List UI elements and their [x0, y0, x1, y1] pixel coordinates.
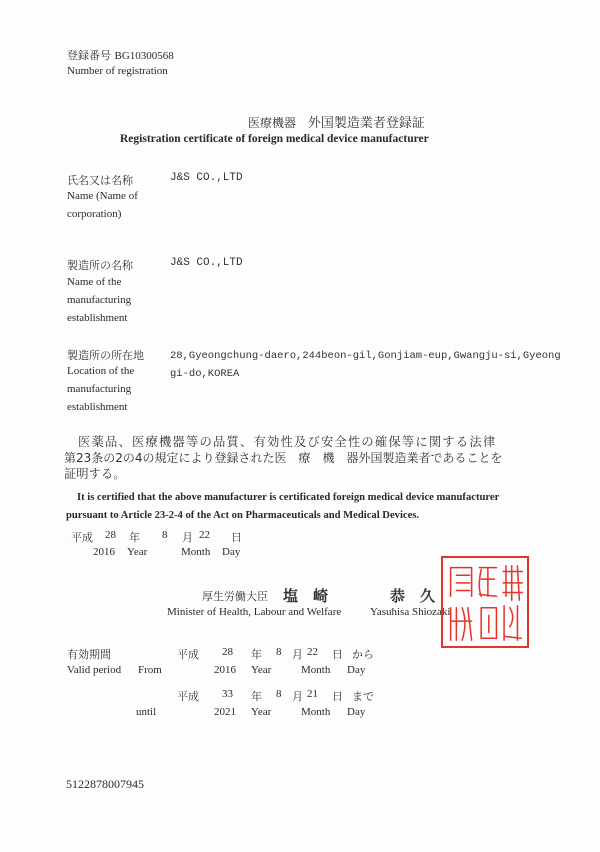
location-label-jp: 製造所の所在地 [67, 349, 144, 362]
validity-until-jp [177, 688, 407, 704]
issue-era: 平成 [71, 531, 93, 544]
location-value [170, 347, 561, 383]
establishment-name-label-en-line: Name of the [67, 276, 122, 288]
minister-given-name-jp: 恭 久 [390, 587, 436, 605]
name-label-jp: 氏名又は名称 [67, 174, 133, 187]
establishment-name-value: J&S CO.,LTD [170, 257, 243, 269]
until-era: 平成 [177, 690, 199, 703]
until-day-jp: 日 [332, 690, 343, 703]
issue-day: 22 [199, 529, 210, 541]
validity-label-en: Valid period [67, 664, 122, 676]
name-value: J&S CO.,LTD [170, 172, 243, 184]
location-label-en-line: establishment [67, 401, 128, 413]
from-year-jp: 年 [251, 648, 262, 661]
statement-en-line: pursuant to Article 23-2-4 of the Act on Pharmaceuticals and Medical Devices. [66, 510, 420, 521]
issue-month-en: Month [181, 546, 211, 558]
title-jp-main: 外国製造業者登録証 [307, 116, 425, 131]
from-era-year: 28 [222, 646, 233, 658]
from-era: 平成 [177, 648, 199, 661]
until-month: 8 [276, 688, 282, 700]
until-day-en: Day [347, 706, 366, 718]
issue-year-en: Year [127, 546, 148, 558]
until-day: 21 [307, 688, 318, 700]
validity-from-label: From [138, 664, 162, 676]
validity-until-label: until [136, 706, 157, 718]
minister-name-en: Yasuhisa Shiozaki [370, 606, 451, 618]
issue-month: 8 [162, 529, 168, 541]
signature-jp [202, 587, 436, 605]
statement-en [66, 489, 499, 525]
issue-year: 2016 [93, 546, 115, 558]
minister-title-jp: 厚生労働大臣 [202, 590, 268, 603]
from-day-en: Day [347, 664, 366, 676]
from-day: 22 [307, 646, 318, 658]
until-month-en: Month [301, 706, 331, 718]
establishment-name-label-en-line: manufacturing [67, 294, 132, 306]
from-month: 8 [276, 646, 282, 658]
validity-from-jp [177, 646, 407, 662]
location-label-en-line: Location of the [67, 365, 135, 377]
title-jp-prefix: 医療機器 [248, 116, 297, 130]
until-era-year: 33 [222, 688, 233, 700]
statement-jp [64, 434, 503, 482]
issue-date-en [93, 546, 293, 558]
establishment-name-label-en [67, 273, 131, 327]
location-value-line: 28,Gyeongchung-daero,244beon-gil,Gonjiam-eup,Gwangju-si,Gyeong [170, 350, 561, 362]
location-label-en [67, 362, 134, 416]
statement-jp-line: 第23条の2の4の規定により登録された医 療 機 器外国製造業者であることを [64, 451, 503, 465]
until-suffix: まで [352, 690, 374, 703]
registration-number-value: BG10300568 [114, 50, 174, 62]
name-label-en-line: Name (Name of [67, 190, 138, 202]
establishment-name-label-en-line: establishment [67, 312, 128, 324]
issue-month-jp: 月 [182, 531, 193, 544]
footer-number: 5122878007945 [66, 777, 144, 791]
minister-surname-jp: 塩 崎 [283, 587, 329, 605]
issue-day-en: Day [222, 546, 241, 558]
signature-en [167, 606, 451, 618]
issue-date-jp [71, 529, 242, 545]
location-label-en-line: manufacturing [67, 383, 132, 395]
until-month-jp: 月 [292, 690, 303, 703]
registration-label-jp-text: 登録番号 [67, 49, 111, 62]
minister-title-en: Minister of Health, Labour and Welfare [167, 606, 342, 618]
registration-number-label-jp [67, 47, 174, 63]
registration-number-label-en: Number of registration [67, 65, 168, 77]
location-value-line: gi-do,KOREA [170, 368, 240, 380]
issue-era-year: 28 [105, 529, 116, 541]
from-suffix: から [352, 648, 374, 661]
until-year: 2021 [214, 706, 236, 718]
title-en: Registration certificate of foreign medical device manufacturer [120, 133, 429, 145]
from-year: 2016 [214, 664, 236, 676]
issue-year-jp: 年 [129, 531, 140, 544]
from-day-jp: 日 [332, 648, 343, 661]
statement-jp-line: 医薬品、医療機器等の品質、有効性及び安全性の確保等に関する法律 [78, 435, 497, 449]
name-label-en-line: corporation) [67, 208, 122, 220]
from-month-jp: 月 [292, 648, 303, 661]
from-month-en: Month [301, 664, 331, 676]
seal-glyphs [443, 558, 527, 646]
issue-day-jp: 日 [231, 531, 242, 544]
official-seal [441, 556, 529, 648]
statement-en-line: It is certified that the above manufacturer is certificated foreign medical device manufacturer [77, 492, 500, 503]
from-year-en: Year [251, 664, 272, 676]
name-label-en [67, 187, 138, 223]
title-jp [248, 112, 425, 131]
until-year-en: Year [251, 706, 272, 718]
validity-label-jp: 有効期間 [67, 648, 111, 661]
validity-until-en [214, 706, 414, 718]
establishment-name-label-jp: 製造所の名称 [67, 259, 133, 272]
statement-jp-line: 証明する。 [64, 467, 126, 481]
until-year-jp: 年 [251, 690, 262, 703]
validity-from-en [214, 664, 414, 676]
